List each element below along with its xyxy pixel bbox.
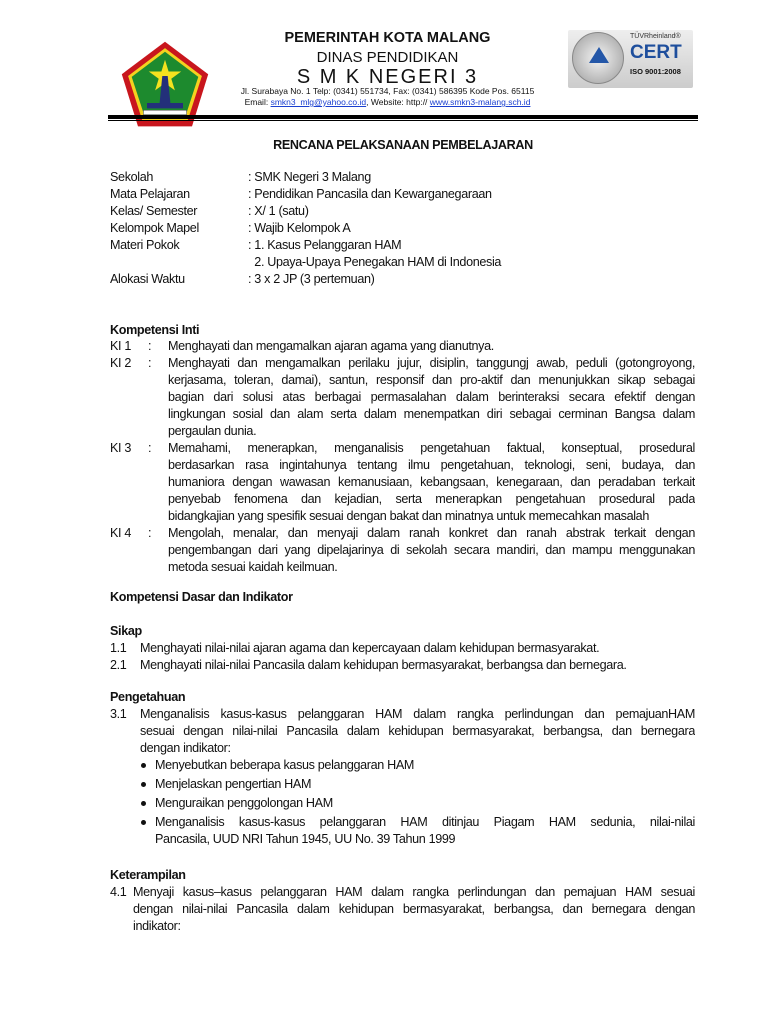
identity-row	[110, 220, 610, 237]
keterampilan-num: 4.1	[110, 885, 127, 899]
indicator-item	[140, 776, 695, 793]
header-contact	[215, 97, 560, 107]
document-title: RENCANA PELAKSANAAN PEMBELAJARAN	[273, 138, 533, 152]
identity-row	[110, 203, 610, 220]
identity-label: Sekolah	[110, 170, 154, 184]
identity-table	[110, 169, 610, 288]
identity-label: Mata Pelajaran	[110, 187, 190, 201]
sikap-text: Menghayati nilai-nilai Pancasila dalam kehidupan bermasyarakat, berbangsa dan bernegara.	[140, 658, 627, 672]
text-line: pergaulan dunia.	[168, 424, 257, 438]
text-line: bagian dari solusi atas berbagai permasalahan dalam berinteraksi secara efektif dengan	[168, 390, 695, 404]
pengetahuan-text	[140, 706, 695, 757]
sikap-num: 2.1	[110, 658, 127, 672]
pengetahuan-heading: Pengetahuan	[110, 690, 186, 704]
text-line: Menyaji kasus–kasus pelanggaran HAM dalam rangka perlindungan dan pemajuan HAM sesuai	[133, 885, 695, 899]
text-line: berdasarkan rasa ingintahunya tentang ilmu pengetahuan, teknologi, seni, budaya, dan	[168, 458, 695, 472]
text-line: Menghayati dan mengamalkan perilaku jujur, disiplin, tanggungj awab, peduli (gotongroyong,	[168, 356, 695, 370]
indicator-item	[140, 757, 695, 774]
ki-text	[168, 525, 695, 576]
text-line: Menyebutkan beberapa kasus pelanggaran HAM	[155, 758, 415, 772]
identity-row	[110, 271, 610, 288]
keterampilan-text	[133, 884, 695, 935]
ki-colon: :	[148, 526, 152, 540]
indicator-text	[155, 757, 695, 774]
indicator-text	[155, 814, 695, 848]
ki-item	[110, 338, 695, 355]
text-line: pengembangan dari yang dipelajarinya di sekolah secara mandiri, dan mampu menggunakan	[168, 543, 695, 557]
sikap-num: 1.1	[110, 641, 127, 655]
text-line: indikator:	[133, 919, 181, 933]
keterampilan-heading: Keterampilan	[110, 868, 186, 882]
text-line: Menganalisis kasus-kasus pelanggaran HAM dalam rangka perlindungan dan pemajuanHAM	[140, 707, 695, 721]
sikap-heading: Sikap	[110, 624, 142, 638]
text-line: humaniora dengan wawasan kemanusiaan, kebangsaan, kenegaraan, dan peradaban terkait	[168, 475, 695, 489]
bullet-icon	[141, 801, 146, 806]
ki-colon: :	[148, 356, 152, 370]
identity-row	[110, 186, 610, 203]
text-line: Menghayati dan mengamalkan ajaran agama yang dianutnya.	[168, 339, 494, 353]
pengetahuan-num: 3.1	[110, 707, 127, 721]
identity-value: : Pendidikan Pancasila dan Kewarganegaraan	[248, 187, 492, 201]
ki-label: KI 2	[110, 356, 132, 370]
iso-cert-badge	[568, 30, 693, 88]
indicator-text	[155, 795, 695, 812]
ki-label: KI 1	[110, 339, 132, 353]
cert-brand: TÜVRheinland®	[630, 33, 681, 40]
identity-label: Kelas/ Semester	[110, 204, 198, 218]
header-dept: DINAS PENDIDIKAN	[316, 49, 459, 66]
identity-row	[110, 169, 610, 186]
website-link[interactable]: www.smkn3-malang.sch.id	[429, 97, 531, 107]
identity-label: Kelompok Mapel	[110, 221, 199, 235]
identity-value: : 3 x 2 JP (3 pertemuan)	[248, 272, 375, 286]
text-line: Menjelaskan pengertian HAM	[155, 777, 312, 791]
cert-title: CERT	[630, 42, 682, 63]
cert-iso: ISO 9001:2008	[630, 67, 681, 76]
ki-label: KI 3	[110, 441, 132, 455]
header-school: S M K NEGERI 3	[296, 66, 479, 88]
ki-heading: Kompetensi Inti	[110, 323, 200, 337]
indicator-item	[140, 814, 695, 848]
ki-label: KI 4	[110, 526, 132, 540]
text-line: Menguraikan penggolongan HAM	[155, 796, 333, 810]
indicator-text	[155, 776, 695, 793]
header-address: Jl. Surabaya No. 1 Telp: (0341) 551734, Fax: (0341) 586395 Kode Pos. 65115	[240, 86, 535, 96]
text-line: sesuai dengan nilai-nilai Pancasila dalam kehidupan bermasyarakat, berbangsa, dan bernegara	[140, 724, 695, 738]
bullet-icon	[141, 763, 146, 768]
indicator-item	[140, 795, 695, 812]
bullet-icon	[141, 820, 146, 825]
text-line: bidangkajian yang spesifik sesuai dengan bakat dan minatnya untuk memecahkan masalah	[168, 509, 649, 523]
ki-colon: :	[148, 339, 152, 353]
ki-item	[110, 440, 695, 525]
pengetahuan-indicators	[140, 757, 695, 850]
text-line: dengan nilai-nilai Pancasila dalam kehidupan bermasyarakat, berbangsa, dan bernegara dengan	[133, 902, 695, 916]
identity-value: : Wajib Kelompok A	[248, 221, 351, 235]
text-line: Memahami, menerapkan, menganalisis pengetahuan faktual, konseptual, prosedural	[168, 441, 695, 455]
ki-item	[110, 355, 695, 440]
bullet-icon	[141, 782, 146, 787]
identity-value: : SMK Negeri 3 Malang	[248, 170, 371, 184]
text-line: Menganalisis kasus-kasus pelanggaran HAM ditinjau Piagam HAM sedunia, nilai-nilai	[155, 815, 695, 829]
tuv-seal-icon	[572, 32, 624, 84]
identity-label: Materi Pokok	[110, 238, 180, 252]
kd-heading: Kompetensi Dasar dan Indikator	[110, 590, 293, 604]
email-link[interactable]: smkn3_mlg@yahoo.co.id	[270, 97, 367, 107]
header-divider-thin	[108, 120, 698, 121]
text-line: kerjasama, toleran, damai), santun, responsif dan pro-aktif dan menunjukkan sikap sebagai	[168, 373, 695, 387]
sikap-text: Menghayati nilai-nilai ajaran agama dan kepercayaan dalam kehidupan bermasyarakat.	[140, 641, 600, 655]
ki-text	[168, 338, 695, 355]
header-org: PEMERINTAH KOTA MALANG	[284, 30, 491, 46]
ki-list	[110, 338, 695, 576]
identity-value: : 1. Kasus Pelanggaran HAM	[248, 238, 402, 252]
email-label: Email:	[244, 97, 269, 107]
identity-value: : X/ 1 (satu)	[248, 204, 309, 218]
identity-value: 2. Upaya-Upaya Penegakan HAM di Indonesia	[248, 255, 502, 269]
identity-label: Alokasi Waktu	[110, 272, 185, 286]
ki-text	[168, 440, 695, 525]
website-label: , Website: http://	[366, 97, 428, 107]
ki-item	[110, 525, 695, 576]
ki-colon: :	[148, 441, 152, 455]
text-line: dengan indikator:	[140, 741, 231, 755]
identity-row	[110, 254, 610, 271]
text-line: lingkungan sosial dan alam serta dalam menempatkan diri sebagai cerminan Bangsa dalam	[168, 407, 695, 421]
text-line: metoda sesuai kaidah keilmuan.	[168, 560, 338, 574]
ki-text	[168, 355, 695, 440]
header-divider	[108, 115, 698, 119]
text-line: Mengolah, menalar, dan menyaji dalam ranah konkret dan ranah abstrak terkait dengan	[168, 526, 695, 540]
text-line: penyebab fenomena dan kejadian, serta menerapkan pengetahuan prosedural pada	[168, 492, 695, 506]
text-line: Pancasila, UUD NRI Tahun 1945, UU No. 39 Tahun 1999	[155, 832, 456, 846]
identity-row	[110, 237, 610, 254]
